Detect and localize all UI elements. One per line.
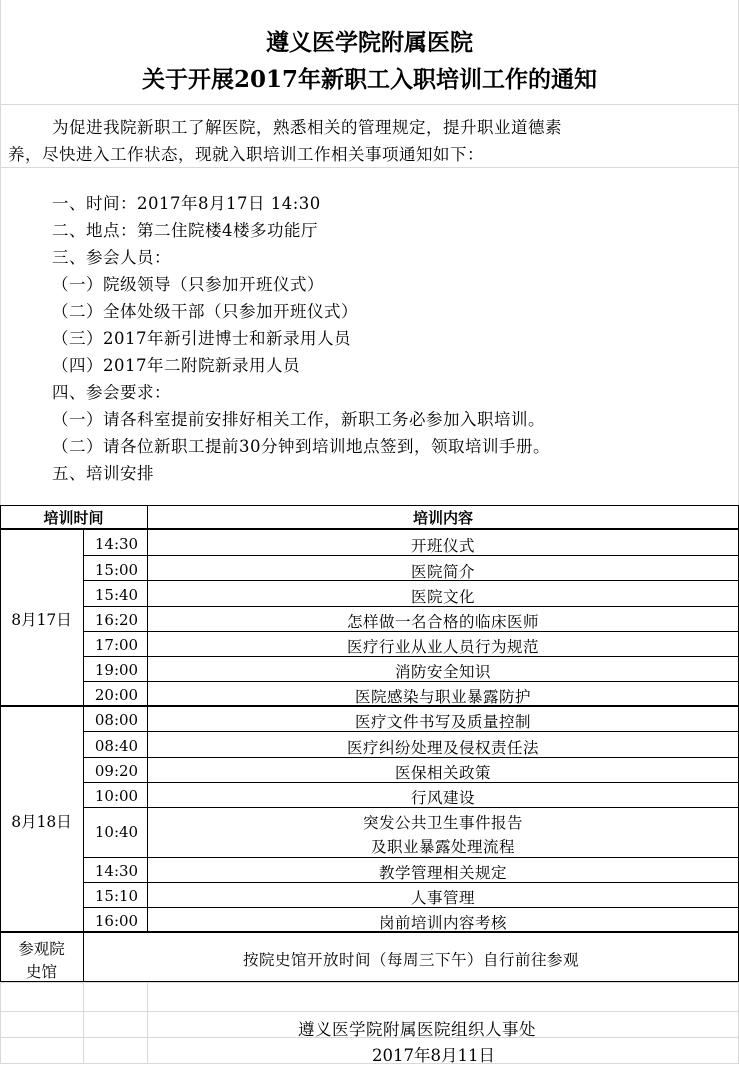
session-time: 16:00	[94, 912, 139, 930]
session-time: 15:40	[94, 586, 139, 604]
item-requirements: 四、参会要求：	[52, 383, 171, 402]
session-content: 开班仪式	[410, 537, 475, 555]
item-requirement-2: （二）请各位新职工提前30分钟到培训地点签到，领取培训手册。	[52, 437, 550, 456]
header-content: 培训内容	[412, 509, 473, 527]
session-content: 医疗行业从业人员行为规范	[346, 638, 539, 656]
item-attendee-3: （三）2017年新引进博士和新录用人员	[52, 329, 351, 348]
session-time: 15:10	[94, 887, 139, 905]
session-content: 消防安全知识	[394, 663, 491, 681]
session-content: 医院简介	[410, 563, 475, 581]
session-content: 岗前培训内容考核	[378, 914, 507, 932]
session-time: 14:30	[94, 862, 139, 880]
session-content: 医疗纠纷处理及侵权责任法	[346, 739, 539, 757]
title-line-1: 遵义医学院附属医院	[266, 29, 473, 56]
session-content: 医保相关政策	[394, 764, 491, 782]
session-time: 10:40	[94, 823, 139, 841]
session-content-line-2: 及职业暴露处理流程	[370, 838, 515, 856]
day1-date: 8月17日	[11, 611, 72, 629]
footer-date: 2017年8月11日	[372, 1046, 495, 1065]
day2-date: 8月18日	[11, 813, 72, 831]
session-content: 医疗文件书写及质量控制	[354, 713, 531, 731]
visit-content: 按院史馆开放时间（每周三下午）自行前往参观	[242, 951, 579, 969]
intro-line-2: 养，尽快进入工作状态，现就入职培训工作相关事项通知如下：	[8, 145, 484, 164]
item-attendee-1: （一）院级领导（只参加开班仪式）	[52, 275, 324, 294]
session-content: 行风建设	[410, 789, 475, 807]
session-content: 人事管理	[410, 889, 475, 907]
session-content: 怎样做一名合格的临床医师	[346, 613, 539, 631]
item-schedule: 五、培训安排	[52, 464, 154, 483]
session-content: 教学管理相关规定	[378, 864, 507, 882]
session-time: 10:00	[94, 787, 139, 805]
item-attendee-4: （四）2017年二附院新录用人员	[52, 356, 300, 375]
item-location: 二、地点：第二住院楼4楼多功能厅	[52, 221, 318, 240]
session-time: 17:00	[94, 636, 139, 654]
visit-label-line-2: 史馆	[25, 963, 57, 981]
session-time: 20:00	[94, 686, 139, 704]
title-line-2: 关于开展2017年新职工入职培训工作的通知	[141, 66, 597, 93]
visit-label-line-1: 参观院	[18, 940, 65, 958]
session-time: 09:20	[94, 762, 139, 780]
intro-line-1: 为促进我院新职工了解医院，熟悉相关的管理规定，提升职业道德素	[52, 118, 562, 137]
item-attendee-2: （二）全体处级干部（只参加开班仪式）	[52, 302, 358, 321]
session-time: 14:30	[94, 535, 139, 553]
item-time: 一、时间：2017年8月17日 14:30	[52, 194, 321, 213]
session-time: 19:00	[94, 661, 139, 679]
session-content: 突发公共卫生事件报告	[362, 814, 523, 832]
footer-org: 遵义医学院附属医院组织人事处	[298, 1020, 536, 1039]
session-content: 医院感染与职业暴露防护	[354, 688, 531, 706]
item-attendees: 三、参会人员：	[52, 248, 171, 267]
header-time: 培训时间	[43, 509, 104, 527]
session-time: 08:00	[94, 711, 139, 729]
session-time: 16:20	[94, 611, 139, 629]
session-time: 15:00	[94, 561, 139, 579]
item-requirement-1: （一）请各科室提前安排好相关工作，新职工务必参加入职培训。	[52, 410, 545, 429]
session-content: 医院文化	[410, 588, 475, 606]
session-time: 08:40	[94, 737, 139, 755]
